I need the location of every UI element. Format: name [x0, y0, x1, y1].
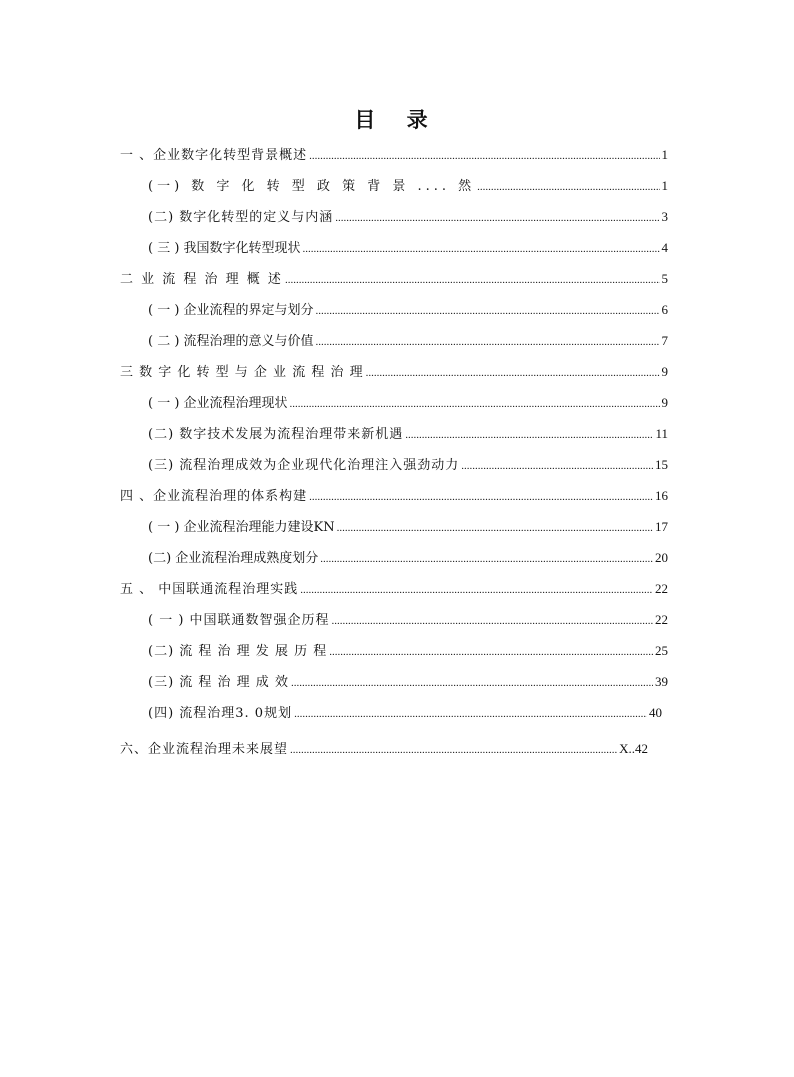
- toc-leader-dots: [285, 271, 660, 289]
- toc-leader-dots: [320, 550, 653, 568]
- toc-entry[interactable]: [148, 177, 668, 195]
- toc-entry[interactable]: [120, 270, 668, 288]
- toc-entry[interactable]: [148, 549, 668, 567]
- toc-page-number: 39: [655, 674, 668, 689]
- toc-page-number: 20: [655, 550, 668, 565]
- toc-entry-text: (二) 流 程 治 理 发 展 历 程: [148, 644, 328, 659]
- toc-page-number: 40: [649, 705, 662, 720]
- toc-page-number: 1: [661, 178, 668, 193]
- toc-entry-text: 四 、企业流程治理的体系构建: [120, 489, 308, 504]
- toc-leader-dots: [291, 674, 653, 692]
- toc-entry[interactable]: [120, 487, 668, 505]
- toc-entry-text: ( 一 ) 企业流程的界定与划分: [148, 303, 314, 318]
- toc-leader-dots: [309, 488, 653, 506]
- toc-entry[interactable]: [120, 363, 668, 381]
- toc-leader-dots: [309, 147, 659, 165]
- toc-page-number: 15: [655, 457, 668, 472]
- toc-leader-dots: [290, 395, 660, 413]
- toc-entry[interactable]: [120, 580, 668, 598]
- toc-page-number: 9: [661, 395, 668, 410]
- toc-page-number: 4: [661, 240, 668, 255]
- toc-entry-text: 一 、企业数字化转型背景概述: [120, 148, 308, 163]
- toc-page-number: 17: [655, 519, 668, 534]
- toc-leader-dots: [303, 240, 660, 258]
- toc-entry-text: ( 一 ) 企业流程治理能力建设KN: [148, 520, 335, 535]
- toc-page-number: 3: [661, 209, 668, 224]
- toc-leader-dots: [405, 426, 653, 444]
- toc-leader-dots: [332, 612, 653, 630]
- toc-entry[interactable]: [148, 642, 668, 660]
- toc-page-number: 1: [661, 147, 668, 162]
- toc-entry-text: 二 业 流 程 治 理 概 述: [120, 272, 283, 287]
- toc-entry-text: (一) 数 字 化 转 型 政 策 背 景 .... 然: [148, 179, 476, 194]
- toc-entry[interactable]: [148, 208, 668, 226]
- toc-entry-text: ( 三 ) 我国数字化转型现状: [148, 241, 301, 256]
- toc-entry[interactable]: [120, 146, 668, 164]
- page-title: 目 录: [354, 107, 440, 132]
- toc-leader-dots: [477, 178, 659, 196]
- toc-entry-text: ( 一 ) 企业流程治理现状: [148, 396, 288, 411]
- toc-entry-text: (二) 企业流程治理成熟度划分: [148, 551, 319, 566]
- toc-entry[interactable]: [148, 673, 668, 691]
- toc-leader-dots: [366, 364, 660, 382]
- toc-entry[interactable]: [148, 425, 668, 443]
- toc-entry-text: 六、企业流程治理未来展望: [120, 742, 289, 757]
- toc-leader-dots: [335, 209, 659, 227]
- toc-entry[interactable]: [148, 239, 668, 257]
- toc-page-number: 25: [655, 643, 668, 658]
- toc-entry[interactable]: [148, 301, 668, 319]
- toc-entry[interactable]: [148, 456, 668, 474]
- toc-page-number: 6: [661, 302, 668, 317]
- toc-entry-text: ( 二 ) 流程治理的意义与价值: [148, 334, 314, 349]
- toc-page-number: 22: [655, 581, 668, 596]
- toc-leader-dots: [294, 705, 647, 723]
- toc-entry-text: 五 、 中国联通流程治理实践: [120, 582, 299, 597]
- toc-entry-text: (二) 数字技术发展为流程治理带来新机遇: [148, 427, 404, 442]
- toc-page-number: 9: [661, 364, 668, 379]
- toc-entry[interactable]: [120, 740, 648, 758]
- toc-entry[interactable]: [148, 704, 662, 722]
- toc-entry[interactable]: [148, 394, 668, 412]
- toc-leader-dots: [337, 519, 653, 537]
- toc-page-number: 16: [655, 488, 668, 503]
- toc-leader-dots: [290, 741, 617, 759]
- toc-leader-dots: [329, 643, 653, 661]
- toc-entry[interactable]: [148, 611, 668, 629]
- toc-entry[interactable]: [148, 518, 668, 536]
- toc-leader-dots: [461, 457, 653, 475]
- toc-entry-text: 三 数 字 化 转 型 与 企 业 流 程 治 理: [120, 365, 364, 380]
- toc-entry[interactable]: [148, 332, 668, 350]
- toc-page-number: 22: [655, 612, 668, 627]
- toc-leader-dots: [316, 302, 660, 320]
- toc-leader-dots: [316, 333, 660, 351]
- toc-page-number: 11: [655, 426, 668, 441]
- toc-entry-text: (四) 流程治理3. 0规划: [148, 706, 293, 721]
- toc-page-number: 7: [661, 333, 668, 348]
- toc-page-number: X..42: [619, 741, 648, 756]
- toc-leader-dots: [300, 581, 653, 599]
- toc-entry-text: (三) 流程治理成效为企业现代化治理注入强劲动力: [148, 458, 460, 473]
- toc-page-number: 5: [661, 271, 668, 286]
- toc-entry-text: (二) 数字化转型的定义与内涵: [148, 210, 334, 225]
- toc-entry-text: ( 一 ) 中国联通数智强企历程: [148, 613, 330, 628]
- toc-entry-text: (三) 流 程 治 理 成 效: [148, 675, 289, 690]
